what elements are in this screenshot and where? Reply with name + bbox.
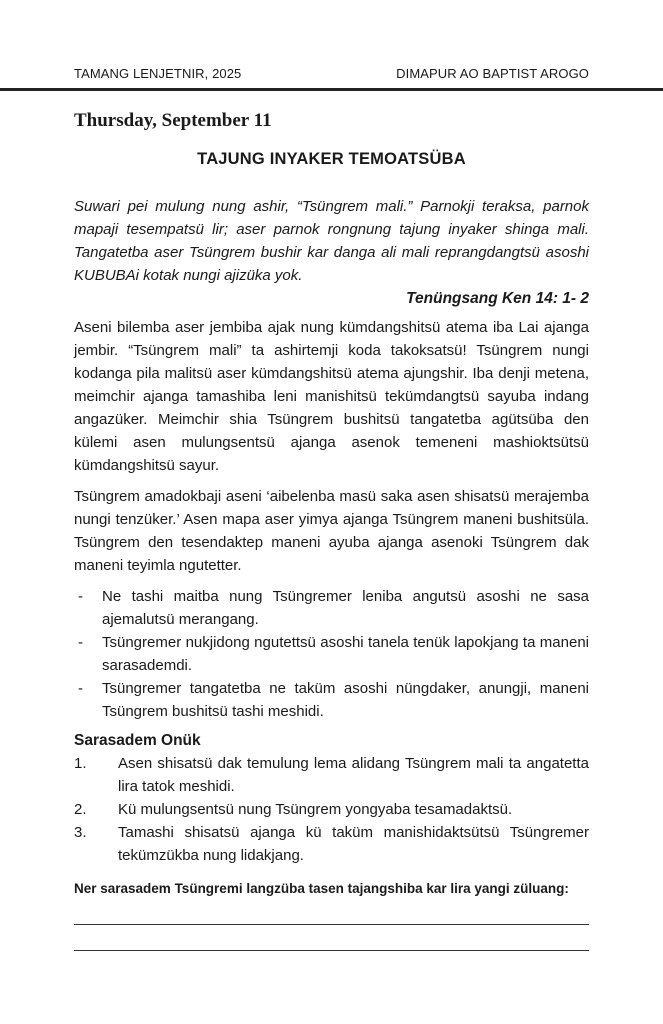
bullet-text: Tsüngremer tangatetba ne taküm asoshi nüngdaker, anungji, maneni Tsüngrem bushitsü tashi meshidi. [102, 680, 589, 720]
numbered-item [74, 798, 589, 821]
devotion-date: Thursday, September 11 [74, 110, 272, 131]
item-text: Kü mulungsentsü nung Tsüngrem yongyaba tesamadaktsü. [118, 801, 513, 818]
header-publication-title: TAMANG LENJETNIR, 2025 [74, 66, 242, 81]
answer-line [74, 950, 589, 951]
item-number: 3. [74, 824, 87, 841]
bullet-text: Tsüngremer nukjidong ngutettsü asoshi tanela tenük lapokjang ta maneni sarasademdi. [102, 634, 589, 674]
bullet-item [74, 585, 589, 631]
devotion-body [74, 195, 589, 899]
answer-line [74, 924, 589, 925]
scripture-reference: Tenüngsang Ken 14: 1- 2 [406, 290, 589, 307]
section-heading: Sarasadem Onük [74, 732, 201, 749]
numbered-item [74, 752, 589, 798]
item-text: Asen shisatsü dak temulung lema alidang Tsüngrem mali ta angatetta lira tatok meshidi. [118, 755, 589, 795]
item-text: Tamashi shisatsü ajanga kü taküm manishidaktsütsü Tsüngremer tekümzükba nung lidakjang. [118, 824, 589, 864]
header-publisher: DIMAPUR AO BAPTIST AROGO [396, 66, 589, 81]
numbered-item [74, 821, 589, 867]
reflection-question: Ner sarasadem Tsüngremi langzüba tasen tajangshiba kar lira yangi züluang: [74, 881, 569, 896]
header-divider [0, 88, 663, 91]
bullet-marker: - [78, 634, 83, 651]
bullet-text: Ne tashi maitba nung Tsüngremer leniba angutsü asoshi ne sasa ajemalutsü merangang. [102, 588, 589, 628]
bullet-item [74, 677, 589, 723]
page-header [74, 66, 589, 81]
body-paragraph: Tsüngrem amadokbaji aseni ‘aibelenba masü saka asen shisatsü merajemba nungi tenzüker.’ Asen mapa aser yimya ajanga Tsüngrem maneni bushitsüla. Tsüngrem den tesendaktep maneni ayuba ajanga asenoki Tsüngrem dak maneni teyimla ngutetter. [74, 488, 589, 574]
intro-paragraph: Suwari pei mulung nung ashir, “Tsüngrem mali.” Parnokji teraksa, parnok mapaji tesempatsü lir; aser parnok rongnung tajung inyaker shinga mali. Tangatetba aser Tsüngrem bushir kar danga ali mali reprangdangtsü asoshi KUBUBAi kotak nungi ajizüka yok. [74, 198, 589, 284]
bullet-item [74, 631, 589, 677]
bullet-list [74, 585, 589, 723]
item-number: 1. [74, 755, 87, 772]
bullet-marker: - [78, 680, 83, 697]
numbered-list [74, 752, 589, 867]
bullet-marker: - [78, 588, 83, 605]
body-paragraph: Aseni bilemba aser jembiba ajak nung kümdangshitsü atema iba Lai ajanga jembir. “Tsüngrem mali” ta ashirtemji koda takoksatsü! Tsüngrem nungi kodanga pila malitsü aser kümdangshitsü atema ajungshir. Iba denji metena, meimchir ajanga tamashiba leni manishitsü tekümdangtsü sayuba indang angazüker. Meimchir shia Tsüngrem bushitsü tangatetba agütsüba den külemi asen mulungsentsü ajanga asenok temeneni mashioktsütsü kümdangshitsü sayur. [74, 319, 589, 474]
item-number: 2. [74, 801, 87, 818]
devotion-title: TAJUNG INYAKER TEMOATSÜBA [197, 150, 466, 168]
